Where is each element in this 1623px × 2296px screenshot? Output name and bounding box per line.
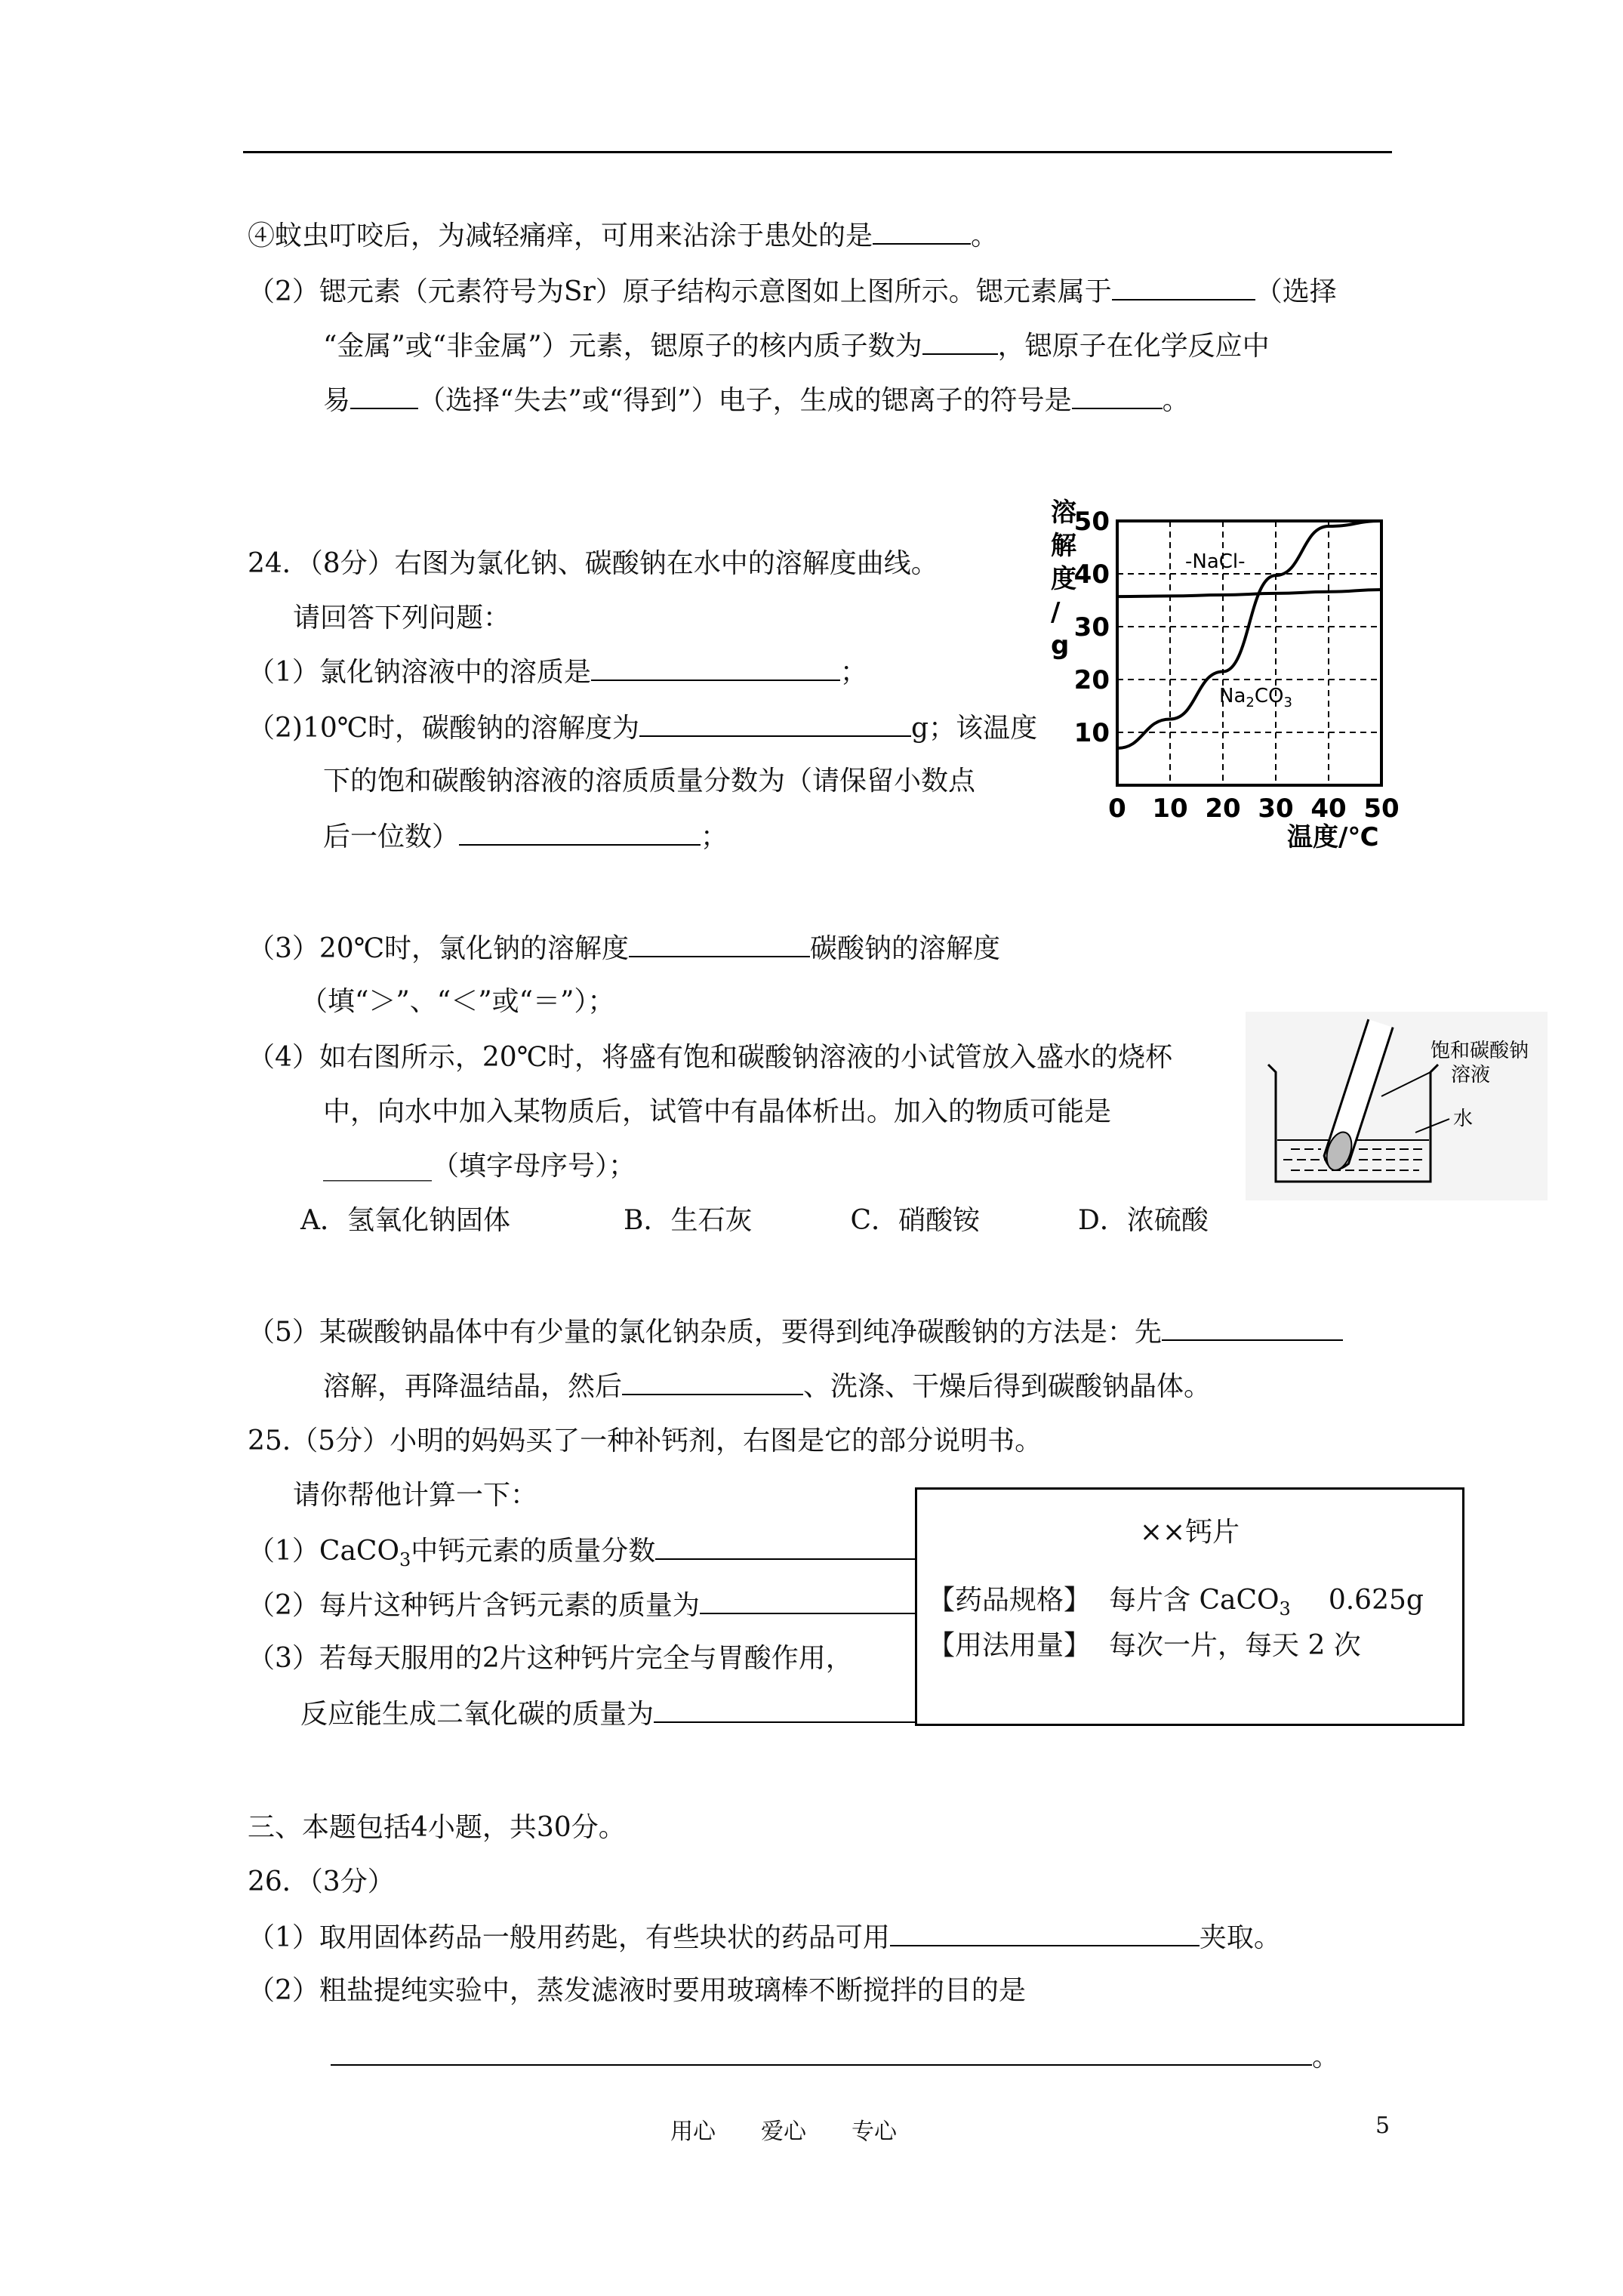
answer-blank[interactable] [1112, 273, 1255, 300]
q23-2-line-c: 易 （选择“失去”或“得到”）电子，生成的锶离子的符号是 。 [323, 382, 1190, 418]
q24-2-line-c: 后一位数） ； [323, 818, 728, 855]
solubility-chart [1027, 491, 1419, 853]
y-tick-label: 10 [1073, 718, 1110, 748]
x-tick-label: 10 [1152, 794, 1188, 824]
na2co3-curve-label: $Na_2CO_3$ [1219, 685, 1292, 710]
answer-blank[interactable] [622, 1368, 803, 1395]
answer-blank[interactable] [1162, 1314, 1343, 1341]
q24-1-line: （1）氯化钠溶液中的溶质是 ； [248, 654, 867, 690]
answer-blank[interactable] [639, 710, 911, 737]
q24-options [300, 1203, 1209, 1238]
x-tick-label: 50 [1363, 794, 1400, 824]
x-tick-label: 0 [1108, 794, 1126, 824]
answer-blank[interactable] [350, 382, 418, 409]
q24-5-line-a: （5）某碳酸钠晶体中有少量的氯化钠杂质，要得到纯净碳酸钠的方法是：先 [248, 1314, 1343, 1350]
footer-motto: 用心 爱心 专心 [670, 2119, 897, 2145]
q25-subheading: 请你帮他计算一下： [293, 1480, 538, 1511]
q24-2-line-b: 下的饱和碳酸钠溶液的溶质质量分数为（请保留小数点 [323, 766, 976, 797]
q24-4-line-a: （4）如右图所示，20℃时，将盛有饱和碳酸钠溶液的小试管放入盛水的烧杯 [248, 1042, 1172, 1073]
q23-4-line: ④蚊虫叮咬后，为减轻痛痒，可用来沾涂于患处的是 。 [248, 217, 998, 254]
calcium-box-title: ××钙片 [1139, 1517, 1240, 1548]
water-label: 水 [1453, 1108, 1474, 1130]
answer-blank[interactable] [922, 328, 998, 355]
calcium-usage-row: 【用法用量】 每次一片，每天 2 次 [928, 1630, 1361, 1661]
q24-2-line-a: （2)10℃时，碳酸钠的溶解度为 g；该温度 [248, 710, 1037, 746]
answer-blank[interactable] [459, 818, 701, 846]
answer-blank[interactable] [700, 1587, 926, 1614]
section-3-heading: 三、本题包括4小题，共30分。 [248, 1812, 626, 1843]
q25-1-line: （1）CaCO$_3$中钙元素的质量分数 [248, 1533, 942, 1569]
answer-blank[interactable] [654, 1696, 941, 1723]
y-tick-label: 40 [1073, 559, 1110, 590]
calcium-spec-row: 【药品规格】 每片含 CaCO$_3$ 0.625g [928, 1585, 1424, 1620]
solution-label-2: 溶液 [1451, 1064, 1491, 1086]
q23-2-line-a: （2）锶元素（元素符号为Sr）原子结构示意图如上图所示。锶元素属于 （选择 [248, 273, 1337, 310]
q25-3-line-b: 反应能生成二氧化碳的质量为 [300, 1696, 968, 1732]
x-tick-label: 20 [1205, 794, 1241, 824]
q23-2-line-b: “金属”或“非金属”）元素，锶原子的核内质子数为 ，锶原子在化学反应中 [323, 328, 1270, 364]
q24-4-line-c: ________（填字母序号）； [323, 1151, 636, 1182]
page-number: 5 [1375, 2113, 1390, 2139]
answer-blank[interactable] [890, 1919, 1200, 1946]
q24-4-line-b: 中，向水中加入某物质后，试管中有晶体析出。加入的物质可能是 [323, 1096, 1112, 1127]
option-c: C．硝酸铵 [850, 1205, 981, 1236]
solution-label-1: 饱和碳酸钠 [1431, 1040, 1529, 1062]
header-rule [243, 151, 1392, 153]
x-tick-label: 40 [1310, 794, 1347, 824]
answer-blank[interactable] [591, 654, 840, 681]
calcium-tablet-label [915, 1487, 1464, 1726]
y-tick-label: 30 [1073, 612, 1110, 643]
y-axis-label: 溶解度/ g [1051, 498, 1076, 661]
y-tick-label: 20 [1073, 665, 1110, 695]
answer-blank[interactable] [873, 217, 971, 245]
q24-subheading: 请回答下列问题： [293, 603, 511, 633]
series-na2co3-curve [1117, 521, 1381, 748]
q25-2-line: （2）每片这种钙片含钙元素的质量为 [248, 1587, 926, 1623]
y-tick-label: 50 [1073, 507, 1110, 537]
answer-blank[interactable] [331, 2039, 1312, 2066]
q24-3-line-a: （3）20℃时，氯化钠的溶解度 碳酸钠的溶解度 [248, 930, 1000, 966]
answer-blank[interactable] [655, 1533, 942, 1560]
option-b: B．生石灰 [624, 1205, 753, 1236]
q24-heading: 24．（8分）右图为氯化钠、碳酸钠在水中的溶解度曲线。 [248, 548, 938, 579]
nacl-curve-label: -NaCl- [1185, 550, 1246, 573]
q26-heading: 26．（3分） [248, 1866, 395, 1897]
series-nacl-curve [1117, 590, 1381, 596]
q25-heading: 25.（5分）小明的妈妈买了一种补钙剂，右图是它的部分说明书。 [248, 1425, 1042, 1456]
q26-1-line: （1）取用固体药品一般用药匙，有些块状的药品可用 夹取。 [248, 1919, 1281, 1955]
answer-blank[interactable] [629, 930, 810, 957]
q26-2-line: （2）粗盐提纯实验中，蒸发滤液时要用玻璃棒不断搅拌的目的是 [248, 1975, 1026, 2006]
q26-2-answer-line: 。 [331, 2039, 1339, 2075]
x-tick-label: 30 [1258, 794, 1294, 824]
q25-3-line-a: （3）若每天服用的2片这种钙片完全与胃酸作用， [248, 1643, 853, 1674]
answer-blank[interactable] [1072, 382, 1163, 409]
option-d: D．浓硫酸 [1078, 1205, 1209, 1236]
q24-3-line-b: （填“＞”、“＜”或“＝”）； [300, 986, 615, 1017]
plot-frame [1117, 521, 1381, 785]
x-axis-label: 温度/℃ [1287, 822, 1379, 852]
option-a: A．氢氧化钠固体 [300, 1205, 510, 1236]
beaker-diagram [1246, 1012, 1548, 1200]
q24-5-line-b: 溶解，再降温结晶，然后 、洗涤、干燥后得到碳酸钠晶体。 [323, 1368, 1211, 1404]
